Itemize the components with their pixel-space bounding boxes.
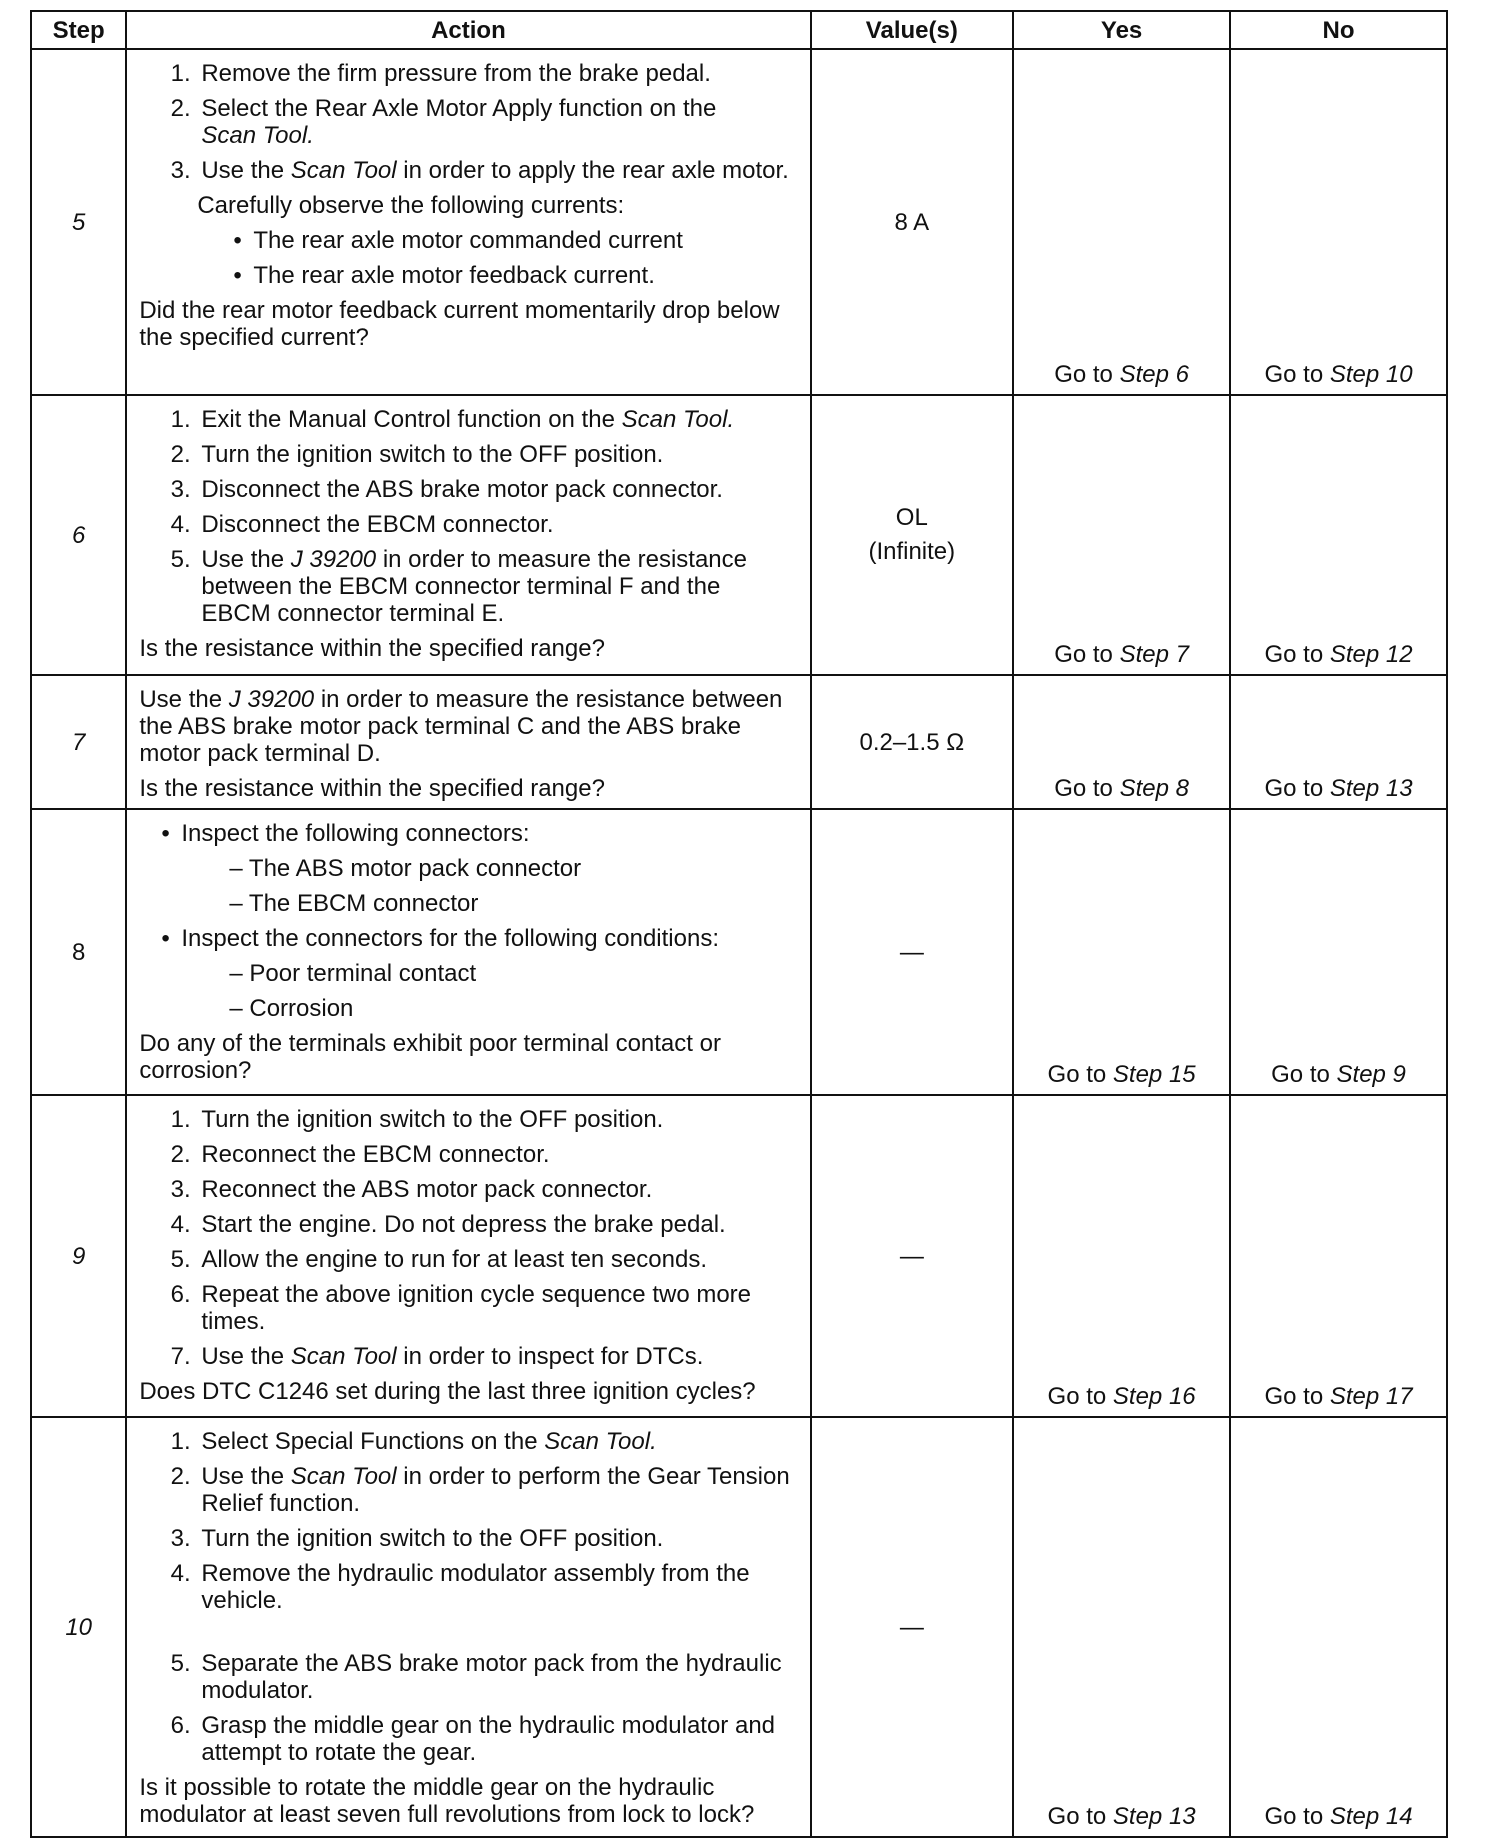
action-item: 5. Separate the ABS brake motor pack from the hydraulic modulator.: [197, 1650, 795, 1704]
action-cell: [126, 675, 810, 809]
no-cell: Go to Step 10: [1230, 49, 1447, 395]
no-cell: Go to Step 13: [1230, 675, 1447, 809]
no-cell: Go to Step 9: [1230, 809, 1447, 1095]
action-cell: [126, 1417, 810, 1837]
dash-item: – Poor terminal contact: [229, 960, 477, 987]
value-cell: —: [811, 809, 1014, 1095]
step-number: 9: [31, 1095, 126, 1417]
action-item: 2. Turn the ignition switch to the OFF position.: [197, 441, 795, 468]
action-cell: [126, 809, 810, 1095]
value-cell: 0.2–1.5 Ω: [811, 675, 1014, 809]
yes-step-link[interactable]: Step 13: [1112, 1803, 1196, 1830]
dash-item: – Corrosion: [229, 995, 354, 1022]
diagnostic-table: [30, 10, 1448, 1838]
action-item: 5. Allow the engine to run for at least ten seconds.: [197, 1246, 795, 1273]
no-step-link[interactable]: Step 14: [1329, 1803, 1413, 1830]
yes-step-link[interactable]: Step 7: [1119, 641, 1189, 668]
no-step-link[interactable]: Step 13: [1329, 775, 1413, 802]
header-values: Value(s): [811, 11, 1014, 49]
action-item: 1. Turn the ignition switch to the OFF position.: [197, 1106, 795, 1133]
step-question: Is the resistance within the specified range?: [139, 775, 605, 802]
yes-cell: Go to Step 6: [1013, 49, 1230, 395]
action-item: 3. Turn the ignition switch to the OFF position.: [197, 1525, 795, 1552]
bullet-item: • The rear axle motor feedback current.: [231, 262, 795, 289]
value-cell: OL (Infinite): [811, 395, 1014, 675]
action-item: 3. Disconnect the ABS brake motor pack connector.: [197, 476, 795, 503]
bullet-item: • Inspect the following connectors: – The ABS motor pack connector – The EBCM connector: [159, 820, 795, 917]
table-row: [31, 395, 1447, 675]
table-header-row: [31, 11, 1447, 49]
dash-item: – The ABS motor pack connector: [229, 855, 582, 882]
header-action: Action: [126, 11, 810, 49]
value-cell: —: [811, 1095, 1014, 1417]
no-step-link[interactable]: Step 9: [1336, 1061, 1406, 1088]
step-number: 10: [31, 1417, 126, 1837]
no-step-link[interactable]: Step 17: [1329, 1383, 1413, 1410]
yes-step-link[interactable]: Step 6: [1119, 361, 1189, 388]
action-item: 4. Start the engine. Do not depress the brake pedal.: [197, 1211, 795, 1238]
table-row: [31, 675, 1447, 809]
yes-cell: Go to Step 13: [1013, 1417, 1230, 1837]
step-question: Did the rear motor feedback current momentarily drop below the specified current?: [139, 297, 780, 351]
value-cell: —: [811, 1417, 1014, 1837]
no-cell: Go to Step 14: [1230, 1417, 1447, 1837]
action-item: 6. Grasp the middle gear on the hydraulic modulator and attempt to rotate the gear.: [197, 1712, 795, 1766]
action-item: 1. Exit the Manual Control function on the Scan Tool.: [197, 406, 795, 433]
yes-cell: Go to Step 15: [1013, 809, 1230, 1095]
action-item: 1. Remove the firm pressure from the brake pedal.: [197, 60, 795, 87]
table-row: [31, 1417, 1447, 1837]
action-cell: [126, 395, 810, 675]
action-item: 5. Use the J 39200 in order to measure the resistance between the EBCM connector terminal F and the EBCM connector terminal E.: [197, 546, 795, 627]
header-step: Step: [31, 11, 126, 49]
diagnostic-table-page: [30, 10, 1448, 1838]
action-item: 3. Use the Scan Tool in order to apply the rear axle motor.: [197, 157, 795, 184]
yes-cell: Go to Step 7: [1013, 395, 1230, 675]
step-number: 6: [31, 395, 126, 675]
action-cell: [126, 1095, 810, 1417]
step-number: 8: [31, 809, 126, 1095]
no-cell: Go to Step 17: [1230, 1095, 1447, 1417]
dash-item: – The EBCM connector: [229, 890, 479, 917]
no-step-link[interactable]: Step 12: [1329, 641, 1413, 668]
table-row: [31, 49, 1447, 395]
step-question: Do any of the terminals exhibit poor terminal contact or corrosion?: [139, 1030, 721, 1084]
no-cell: Go to Step 12: [1230, 395, 1447, 675]
action-cell: [126, 49, 810, 395]
table-row: [31, 1095, 1447, 1417]
bullet-item: • The rear axle motor commanded current: [231, 227, 795, 254]
yes-cell: Go to Step 8: [1013, 675, 1230, 809]
action-item: 2. Reconnect the EBCM connector.: [197, 1141, 795, 1168]
action-item: 4. Disconnect the EBCM connector.: [197, 511, 795, 538]
step-question: Is the resistance within the specified range?: [139, 635, 605, 662]
bullet-item: • Inspect the connectors for the following conditions: – Poor terminal contact – Corrosion: [159, 925, 795, 1022]
yes-step-link[interactable]: Step 16: [1112, 1383, 1196, 1410]
action-item: 2. Use the Scan Tool in order to perform the Gear Tension Relief function.: [197, 1463, 795, 1517]
action-item: 4. Remove the hydraulic modulator assembly from the vehicle.: [197, 1560, 795, 1614]
action-item: 6. Repeat the above ignition cycle sequence two more times.: [197, 1281, 795, 1335]
no-step-link[interactable]: Step 10: [1329, 361, 1413, 388]
yes-step-link[interactable]: Step 8: [1119, 775, 1189, 802]
action-item: 7. Use the Scan Tool in order to inspect for DTCs.: [197, 1343, 795, 1370]
step-question: Does DTC C1246 set during the last three ignition cycles?: [139, 1378, 756, 1405]
step-number: 7: [31, 675, 126, 809]
yes-step-link[interactable]: Step 15: [1112, 1061, 1196, 1088]
header-no: No: [1230, 11, 1447, 49]
action-item: 2. Select the Rear Axle Motor Apply function on the Scan Tool.: [197, 95, 795, 149]
observe-note: Carefully observe the following currents:: [197, 192, 625, 219]
action-item: 1. Select Special Functions on the Scan Tool.: [197, 1428, 795, 1455]
table-row: [31, 809, 1447, 1095]
value-cell: 8 A: [811, 49, 1014, 395]
yes-cell: Go to Step 16: [1013, 1095, 1230, 1417]
step-instruction: Use the J 39200 in order to measure the resistance between the ABS brake motor pack terminal C and the ABS brake motor pack terminal D.: [139, 686, 783, 767]
step-number: 5: [31, 49, 126, 395]
header-yes: Yes: [1013, 11, 1230, 49]
step-question: Is it possible to rotate the middle gear on the hydraulic modulator at least seven full revolutions from lock to lock?: [139, 1774, 755, 1828]
action-item: 3. Reconnect the ABS motor pack connector.: [197, 1176, 795, 1203]
